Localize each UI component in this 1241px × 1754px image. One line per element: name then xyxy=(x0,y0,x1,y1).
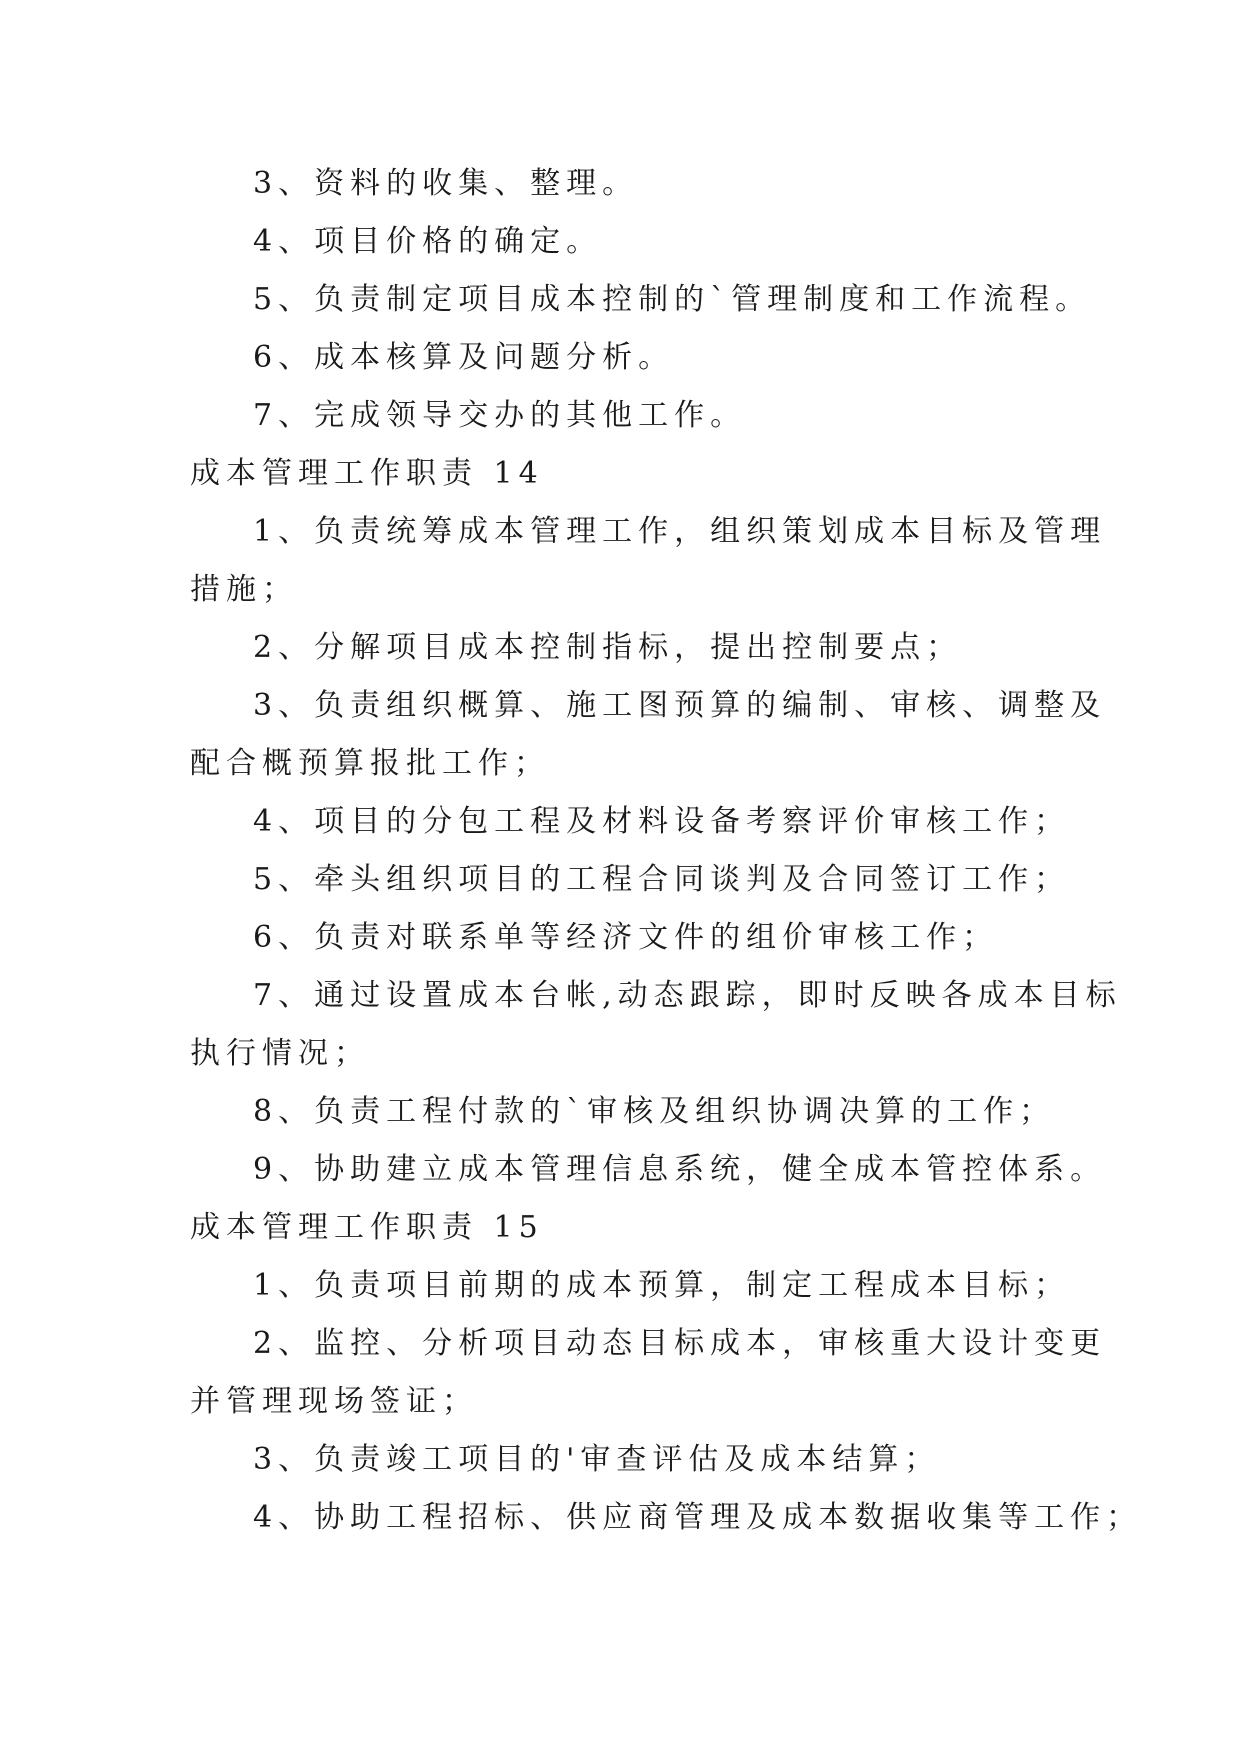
paragraph-line: 5、牵头组织项目的工程合同谈判及合同签订工作； xyxy=(253,862,1071,897)
paragraph-line: 9、协助建立成本管理信息系统，健全成本管控体系。 xyxy=(253,1152,1107,1187)
paragraph-line-continuation: 措施； xyxy=(190,572,298,607)
paragraph-line-continuation: 并管理现场签证； xyxy=(190,1384,478,1419)
paragraph-line-continuation: 配合概预算报批工作； xyxy=(190,746,550,781)
paragraph-line: 3、负责组织概算、施工图预算的编制、审核、调整及 xyxy=(253,688,1107,723)
paragraph-line: 6、负责对联系单等经济文件的组价审核工作； xyxy=(253,920,999,955)
paragraph-line: 3、负责竣工项目的'审查评估及成本结算； xyxy=(253,1442,941,1477)
paragraph-line: 7、通过设置成本台帐,动态跟踪，即时反映各成本目标 xyxy=(253,978,1122,1013)
paragraph-line: 4、项目价格的确定。 xyxy=(253,224,603,259)
paragraph-line: 6、成本核算及问题分析。 xyxy=(253,340,675,375)
paragraph-line: 2、监控、分析项目动态目标成本，审核重大设计变更 xyxy=(253,1326,1107,1361)
paragraph-line: 4、项目的分包工程及材料设备考察评价审核工作； xyxy=(253,804,1071,839)
paragraph-line: 4、协助工程招标、供应商管理及成本数据收集等工作； xyxy=(253,1500,1143,1535)
paragraph-line: 7、完成领导交办的其他工作。 xyxy=(253,398,747,433)
paragraph-line: 1、负责统筹成本管理工作，组织策划成本目标及管理 xyxy=(253,514,1107,549)
section-heading: 成本管理工作职责 15 xyxy=(190,1210,544,1245)
paragraph-line-continuation: 执行情况； xyxy=(190,1036,370,1071)
paragraph-line: 2、分解项目成本控制指标，提出控制要点； xyxy=(253,630,963,665)
paragraph-line: 3、资料的收集、整理。 xyxy=(253,166,639,201)
paragraph-line: 5、负责制定项目成本控制的`管理制度和工作流程。 xyxy=(253,282,1092,317)
paragraph-line: 1、负责项目前期的成本预算，制定工程成本目标； xyxy=(253,1268,1071,1303)
section-heading: 成本管理工作职责 14 xyxy=(190,456,544,491)
paragraph-line: 8、负责工程付款的`审核及组织协调决算的工作； xyxy=(253,1094,1056,1129)
